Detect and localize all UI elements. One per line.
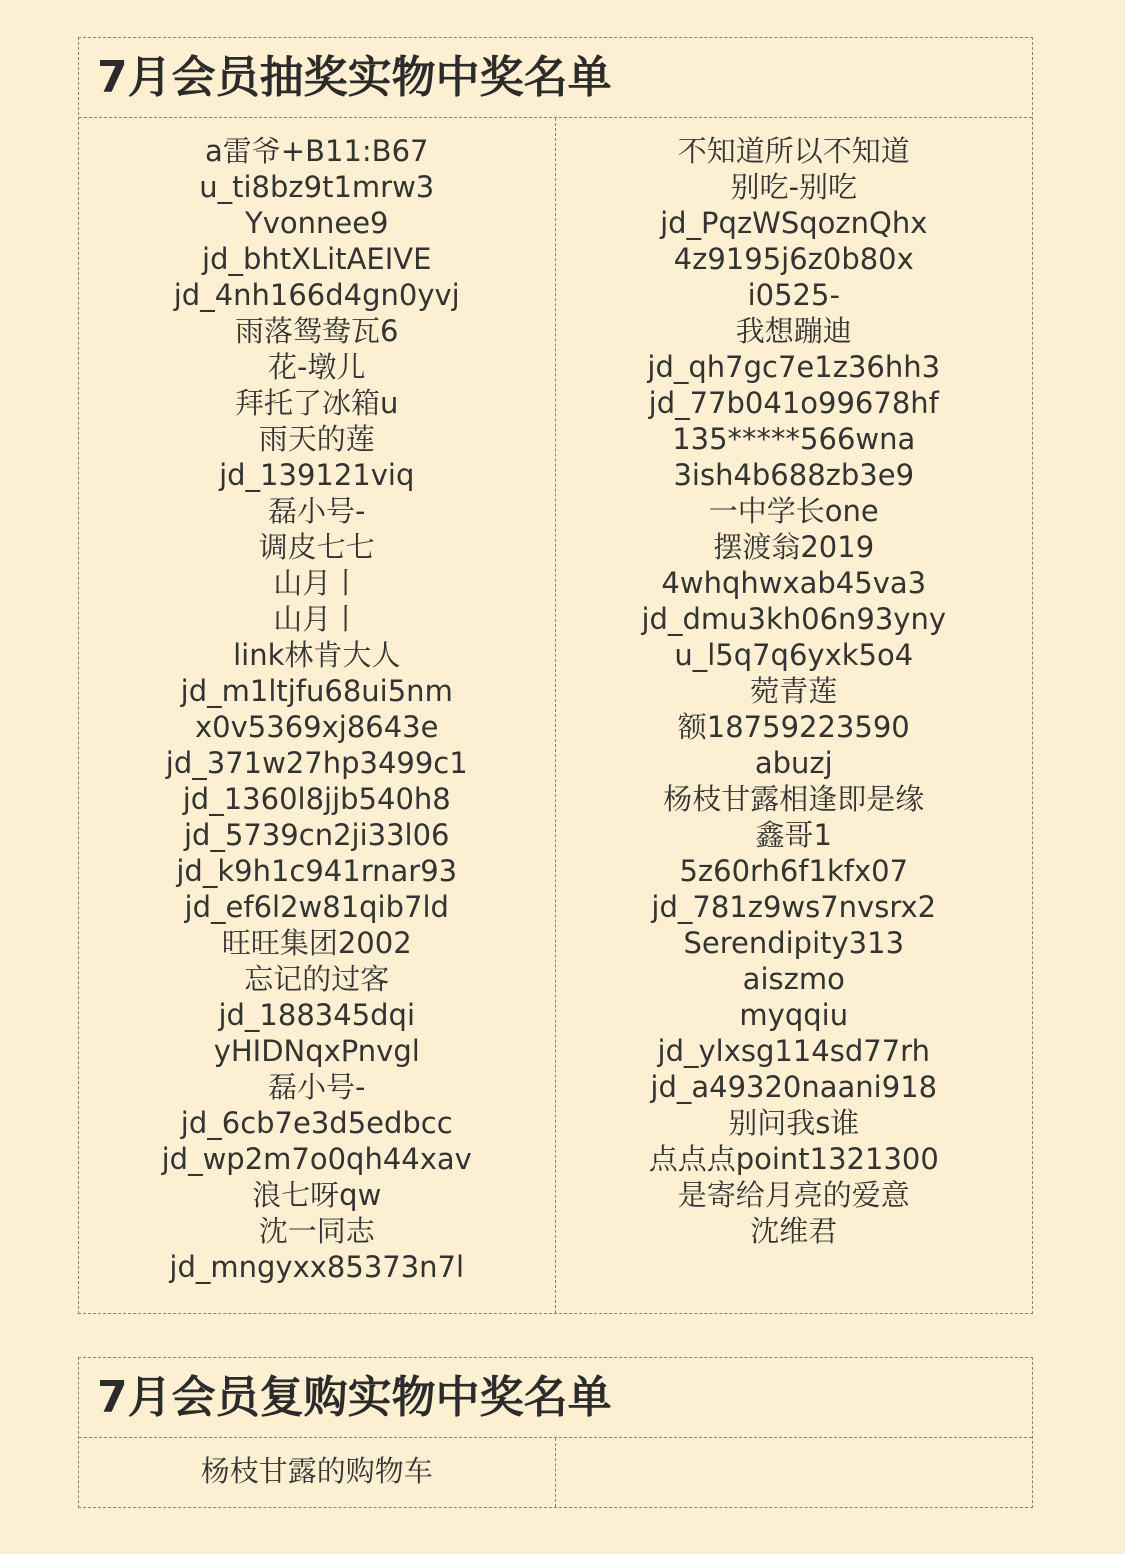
winner-name: jd_dmu3kh06n93yny (641, 602, 946, 636)
winner-name: jd_mngyxx85373n7l (169, 1250, 465, 1284)
winner-name: 杨枝甘露的购物车 (200, 1454, 433, 1488)
winner-name: 鑫哥1 (755, 818, 832, 852)
section-title: 7月会员抽奖实物中奖名单 (79, 38, 1032, 118)
winner-name: 沈维君 (750, 1214, 838, 1248)
winner-name: jd_139121viq (219, 458, 415, 492)
winner-name: 雨落鸳鸯瓦6 (235, 314, 399, 348)
winner-name: 摆渡翁2019 (713, 530, 875, 564)
winner-name: Serendipity313 (683, 926, 905, 960)
winners-left-column (79, 118, 556, 1313)
repurchase-winners-section (78, 1357, 1033, 1508)
winner-name: jd_ef6l2w81qib7ld (184, 890, 449, 924)
winner-name: jd_k9h1c941rnar93 (176, 854, 458, 888)
winner-name: 忘记的过客 (244, 962, 390, 996)
winner-name: 拜托了冰箱u (235, 386, 399, 420)
winner-name: 不知道所以不知道 (677, 134, 910, 168)
winner-name: 雨天的莲 (258, 422, 375, 456)
winner-name: 是寄给月亮的爱意 (677, 1178, 910, 1212)
winner-name: jd_6cb7e3d5edbcc (180, 1106, 453, 1140)
winner-name: a雷爷+B11:B67 (205, 134, 429, 168)
winner-name: jd_qh7gc7e1z36hh3 (647, 350, 941, 384)
winners-left-column (79, 1438, 556, 1507)
winner-name: jd_a49320naani918 (650, 1070, 938, 1104)
winner-name: jd_77b041o99678hf (648, 386, 939, 420)
winners-right-column (556, 1438, 1033, 1507)
winner-name: jd_4nh166d4gn0yvj (173, 278, 460, 312)
winners-columns (79, 1438, 1032, 1507)
winner-name: 杨枝甘露相逢即是缘 (663, 782, 925, 816)
winner-name: 一中学长one (708, 494, 879, 528)
winner-name: 沈一同志 (258, 1214, 375, 1248)
winner-name: 山月丨 (273, 602, 361, 636)
winner-name: jd_m1ltjfu68ui5nm (180, 674, 453, 708)
winner-name: link林肯大人 (233, 638, 401, 672)
winner-name: Yvonnee9 (244, 206, 389, 240)
winner-name: 调皮七七 (258, 530, 375, 564)
winners-columns (79, 118, 1032, 1313)
winner-name: jd_781z9ws7nvsrx2 (651, 890, 937, 924)
winner-name: u_l5q7q6yxk5o4 (674, 638, 914, 672)
winner-name: 135*****566wna (672, 422, 916, 456)
winner-name: 4z9195j6z0b80x (673, 242, 914, 276)
winner-name: 3ish4b688zb3e9 (673, 458, 915, 492)
winner-name: 磊小号- (268, 494, 366, 528)
winner-name: 花-墩儿 (268, 350, 366, 384)
winner-name: jd_371w27hp3499c1 (165, 746, 468, 780)
winner-name: jd_1360l8jjb540h8 (182, 782, 451, 816)
winner-name: 点点点point1321300 (648, 1142, 939, 1176)
winner-name: yHIDNqxPnvgl (213, 1034, 420, 1068)
winner-name: jd_wp2m7o0qh44xav (161, 1142, 472, 1176)
winner-name: 别吃-别吃 (730, 170, 857, 204)
winner-name: abuzj (754, 746, 833, 780)
winner-name: 4whqhwxab45va3 (661, 566, 927, 600)
winner-name: 旺旺集团2002 (221, 926, 412, 960)
winner-name: 别问我s谁 (728, 1106, 860, 1140)
winner-name: aiszmo (742, 962, 845, 996)
winner-name: jd_5739cn2ji33l06 (183, 818, 450, 852)
winners-right-column (556, 118, 1033, 1313)
winner-name: u_ti8bz9t1mrw3 (199, 170, 435, 204)
winner-name: 山月丨 (273, 566, 361, 600)
winner-name: 磊小号- (268, 1070, 366, 1104)
winner-name: 额18759223590 (677, 710, 910, 744)
section-title: 7月会员复购实物中奖名单 (79, 1358, 1032, 1438)
winner-name: jd_bhtXLitAEIVE (202, 242, 432, 276)
winner-name: jd_ylxsg114sd77rh (657, 1034, 930, 1068)
lottery-winners-section (78, 37, 1033, 1314)
winner-name: jd_PqzWSqoznQhx (660, 206, 928, 240)
winner-name: 我想蹦迪 (735, 314, 852, 348)
winner-name: myqqiu (739, 998, 849, 1032)
winner-name: i0525- (747, 278, 840, 312)
winner-name: 5z60rh6f1kfx07 (679, 854, 909, 888)
winner-name: 浪七呀qw (252, 1178, 382, 1212)
winner-name: 菀青莲 (750, 674, 838, 708)
winner-name: jd_188345dqi (218, 998, 416, 1032)
winner-name: x0v5369xj8643e (195, 710, 439, 744)
